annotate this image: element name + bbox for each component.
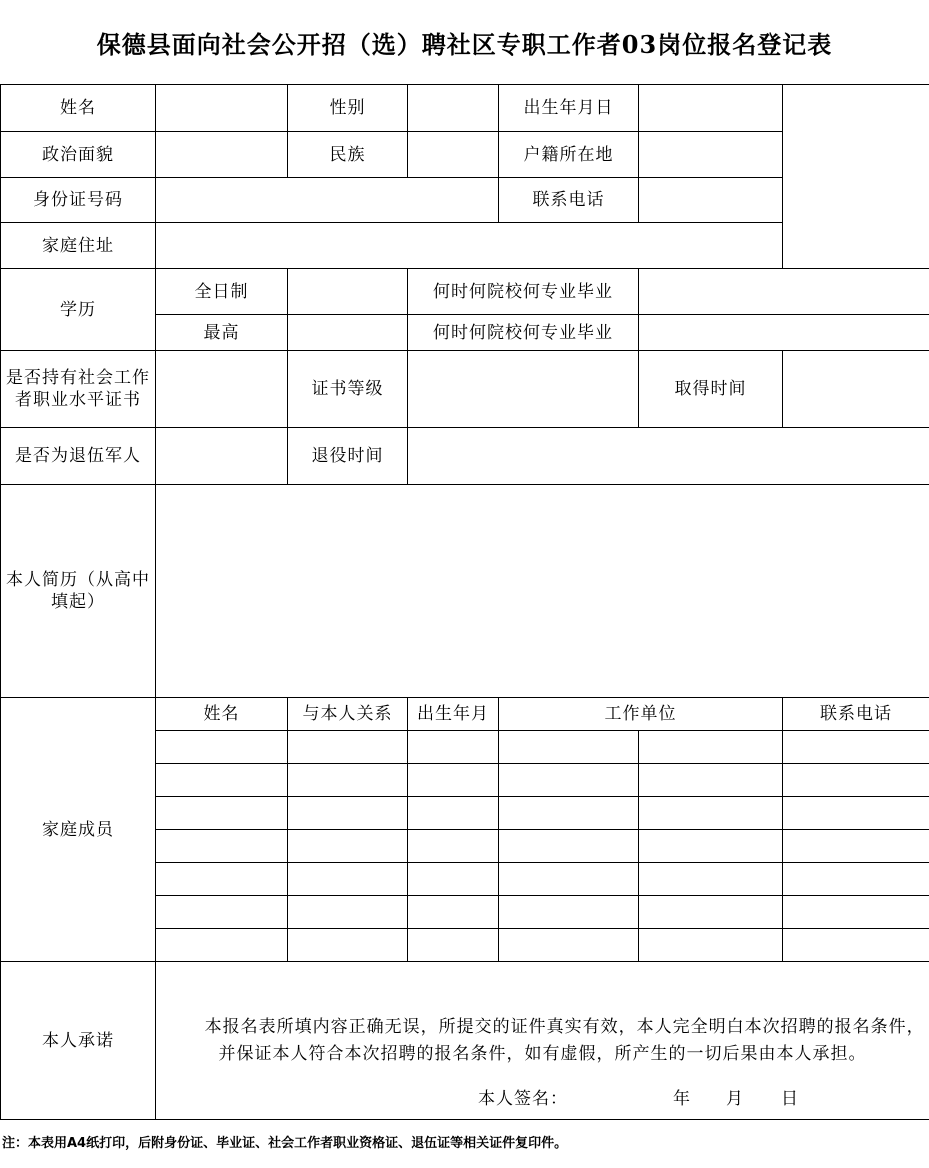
family-cell[interactable] [499, 797, 639, 830]
family-cell[interactable] [783, 797, 929, 830]
family-header-name: 姓名 [156, 698, 288, 731]
ethnicity-label: 民族 [288, 132, 408, 178]
family-cell[interactable] [408, 764, 499, 797]
ethnicity-field[interactable] [408, 132, 499, 178]
family-cell[interactable] [499, 764, 639, 797]
political-label: 政治面貌 [1, 132, 156, 178]
family-cell[interactable] [408, 731, 499, 764]
discharge-time-field[interactable] [408, 428, 929, 485]
fulltime-field[interactable] [288, 269, 408, 315]
family-cell[interactable] [783, 764, 929, 797]
family-cell[interactable] [499, 830, 639, 863]
family-cell[interactable] [639, 731, 783, 764]
family-cell[interactable] [288, 896, 408, 929]
family-cell[interactable] [408, 830, 499, 863]
family-header-phone: 联系电话 [783, 698, 929, 731]
graduated-field-2[interactable] [639, 315, 929, 351]
name-label: 姓名 [1, 85, 156, 132]
family-cell[interactable] [288, 863, 408, 896]
resume-field[interactable] [156, 485, 929, 698]
family-cell[interactable] [408, 863, 499, 896]
family-cell[interactable] [499, 731, 639, 764]
family-cell[interactable] [783, 863, 929, 896]
highest-label: 最高 [156, 315, 288, 351]
graduated-field-1[interactable] [639, 269, 929, 315]
family-cell[interactable] [499, 863, 639, 896]
family-header-birth: 出生年月 [408, 698, 499, 731]
family-cell[interactable] [639, 797, 783, 830]
address-label: 家庭住址 [1, 223, 156, 269]
registration-form [0, 84, 929, 1120]
family-cell[interactable] [639, 929, 783, 962]
family-cell[interactable] [288, 830, 408, 863]
cert-level-label: 证书等级 [288, 351, 408, 428]
promise-cell [156, 962, 929, 1120]
graduated-label-2: 何时何院校何专业毕业 [408, 315, 639, 351]
family-cell[interactable] [639, 896, 783, 929]
family-cell[interactable] [783, 830, 929, 863]
cert-level-field[interactable] [408, 351, 639, 428]
family-cell[interactable] [288, 731, 408, 764]
family-cell[interactable] [408, 797, 499, 830]
gender-field[interactable] [408, 85, 499, 132]
birth-field[interactable] [639, 85, 783, 132]
graduated-label-1: 何时何院校何专业毕业 [408, 269, 639, 315]
obtained-time-label: 取得时间 [639, 351, 783, 428]
discharge-time-label: 退役时间 [288, 428, 408, 485]
family-header-workplace: 工作单位 [499, 698, 783, 731]
family-cell[interactable] [156, 896, 288, 929]
family-cell[interactable] [499, 896, 639, 929]
family-cell[interactable] [156, 863, 288, 896]
promise-label: 本人承诺 [1, 962, 156, 1120]
family-cell[interactable] [156, 764, 288, 797]
phone-field[interactable] [639, 178, 783, 223]
family-label: 家庭成员 [1, 698, 156, 962]
resume-label: 本人简历（从高中填起） [1, 485, 156, 698]
family-cell[interactable] [783, 731, 929, 764]
signature-day: 日 [781, 1089, 799, 1109]
family-cell[interactable] [288, 797, 408, 830]
signature-label: 本人签名： [478, 1089, 568, 1109]
signature-month: 月 [726, 1089, 744, 1109]
footnote: 注：本表用A4纸打印，后附身份证、毕业证、社会工作者职业资格证、退伍证等相关证件复印件。 [2, 1136, 568, 1151]
cert-question-label: 是否持有社会工作者职业水平证书 [1, 351, 156, 428]
promise-text: 本报名表所填内容正确无误，所提交的证件真实有效，本人完全明白本次招聘的报名条件，并保证本人符合本次招聘的报名条件，如有虚假，所产生的一切后果由本人承担。 [204, 1016, 925, 1064]
birth-label: 出生年月日 [499, 85, 639, 132]
family-cell[interactable] [639, 863, 783, 896]
family-cell[interactable] [783, 929, 929, 962]
family-cell[interactable] [783, 896, 929, 929]
family-cell[interactable] [639, 830, 783, 863]
family-cell[interactable] [408, 929, 499, 962]
photo-cell[interactable] [783, 85, 929, 269]
education-label: 学历 [1, 269, 156, 351]
phone-label: 联系电话 [499, 178, 639, 223]
veteran-field[interactable] [156, 428, 288, 485]
highest-field[interactable] [288, 315, 408, 351]
family-cell[interactable] [499, 929, 639, 962]
veteran-question-label: 是否为退伍军人 [1, 428, 156, 485]
hukou-field[interactable] [639, 132, 783, 178]
address-field[interactable] [156, 223, 783, 269]
family-cell[interactable] [288, 764, 408, 797]
family-header-relation: 与本人关系 [288, 698, 408, 731]
id-number-field[interactable] [156, 178, 499, 223]
family-cell[interactable] [156, 929, 288, 962]
family-cell[interactable] [288, 929, 408, 962]
family-cell[interactable] [408, 896, 499, 929]
family-cell[interactable] [156, 797, 288, 830]
name-field[interactable] [156, 85, 288, 132]
hukou-label: 户籍所在地 [499, 132, 639, 178]
fulltime-label: 全日制 [156, 269, 288, 315]
cert-field[interactable] [156, 351, 288, 428]
signature-year: 年 [673, 1089, 691, 1109]
id-number-label: 身份证号码 [1, 178, 156, 223]
obtained-time-field[interactable] [783, 351, 929, 428]
gender-label: 性别 [288, 85, 408, 132]
form-title: 保德县面向社会公开招（选）聘社区专职工作者03岗位报名登记表 [96, 29, 833, 59]
family-cell[interactable] [156, 830, 288, 863]
family-cell[interactable] [639, 764, 783, 797]
family-cell[interactable] [156, 731, 288, 764]
political-field[interactable] [156, 132, 288, 178]
